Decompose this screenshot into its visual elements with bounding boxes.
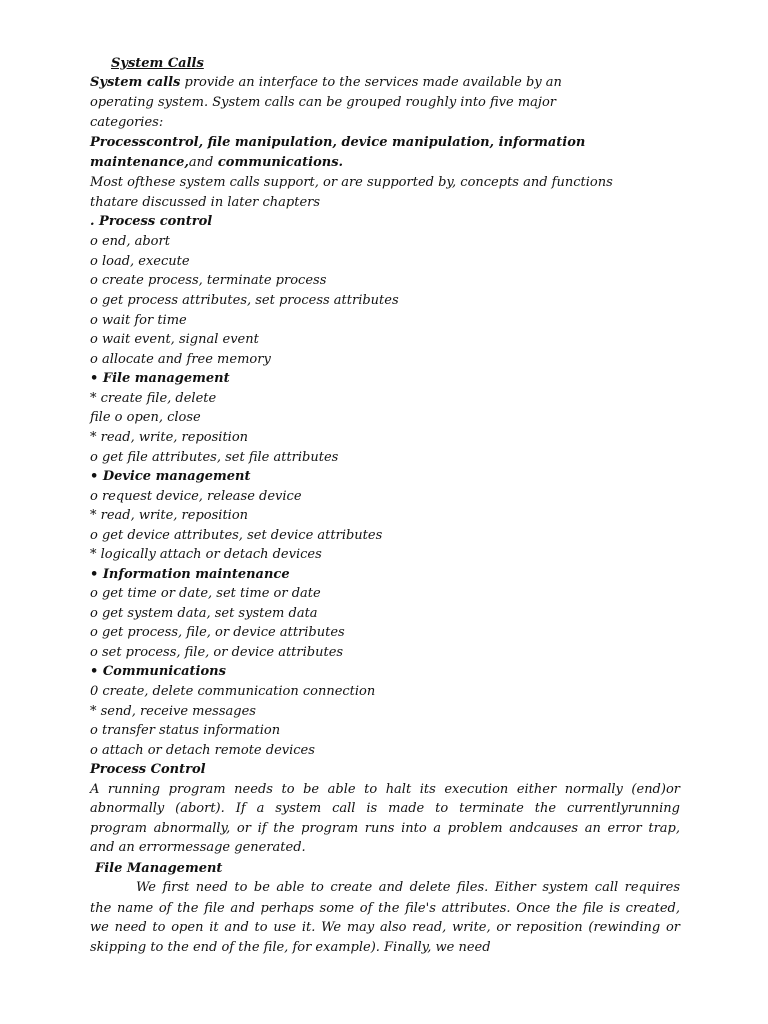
paragraph-line: A running program needs to be able to halt its execution either normally (end)or — [90, 782, 680, 797]
process-control-heading: Process Control — [90, 762, 206, 777]
list-item: o end, abort — [90, 234, 170, 249]
paragraph-line: we need to open it and to use it. We may also read, write, or reposition (rewinding or — [90, 920, 680, 935]
paragraph-line: the name of the file and perhaps some of the file's attributes. Once the file is created, — [90, 901, 680, 916]
list-item: o set process, file, or device attributes — [90, 645, 344, 660]
list-item: o request device, release device — [90, 489, 302, 504]
list-item: o wait event, signal event — [90, 332, 259, 347]
list-item: o load, execute — [90, 254, 190, 269]
list-item: o transfer status information — [90, 723, 281, 738]
categories-line-2 — [90, 153, 343, 172]
list-item: o allocate and free memory — [90, 352, 271, 367]
intro-lead-bold: System calls — [90, 75, 181, 90]
section-heading-file-management: • File management — [90, 371, 230, 386]
page-title: System Calls — [111, 56, 204, 71]
list-item: o attach or detach remote devices — [90, 743, 315, 758]
section-heading-device-management: • Device management — [90, 469, 251, 484]
paragraph-line: abnormally (abort). If a system call is made to terminate the currentlyrunning — [90, 801, 680, 816]
intro-line-3: categories: — [90, 115, 164, 130]
list-item: o create process, terminate process — [90, 273, 327, 288]
file-management-heading: File Management — [95, 861, 223, 876]
list-item: o wait for time — [90, 313, 187, 328]
list-item: o get time or date, set time or date — [90, 586, 321, 601]
paragraph-line: program abnormally, or if the program runs into a problem andcauses an error trap, — [90, 821, 680, 836]
intro-line-6: Most ofthese system calls support, or are supported by, concepts and functions — [90, 175, 613, 190]
section-heading-communications: • Communications — [90, 664, 226, 679]
list-item: * read, write, reposition — [90, 430, 249, 445]
paragraph-line: skipping to the end of the file, for example). Finally, we need — [90, 940, 491, 955]
categories-maintenance: maintenance, — [90, 155, 189, 170]
intro-line-7: thatare discussed in later chapters — [90, 195, 321, 210]
section-heading-information-maintenance: • Information maintenance — [90, 567, 290, 582]
list-item: * read, write, reposition — [90, 508, 249, 523]
paragraph-line: and an errormessage generated. — [90, 840, 306, 855]
section-heading-process-control: . Process control — [90, 214, 213, 229]
list-item: o get device attributes, set device attributes — [90, 528, 383, 543]
categories-line-1: Processcontrol, file manipulation, device manipulation, information — [90, 135, 586, 150]
intro-line — [90, 73, 562, 92]
list-item: o get file attributes, set file attributes — [90, 450, 339, 465]
list-item: * create file, delete — [90, 391, 217, 406]
list-item: o get process, file, or device attributes — [90, 625, 345, 640]
paragraph-line: We first need to be able to create and delete files. Either system call requires — [136, 880, 680, 895]
list-item: o get system data, set system data — [90, 606, 318, 621]
list-item: 0 create, delete communication connection — [90, 684, 376, 699]
list-item: o get process attributes, set process attributes — [90, 293, 399, 308]
list-item: * send, receive messages — [90, 704, 256, 719]
categories-communications: communications. — [213, 155, 344, 170]
intro-lead-rest: provide an interface to the services made available by an — [180, 75, 562, 90]
intro-line-2: operating system. System calls can be grouped roughly into five major — [90, 95, 556, 110]
categories-and: and — [188, 155, 214, 170]
list-item: * logically attach or detach devices — [90, 547, 322, 562]
list-item: file o open, close — [90, 410, 201, 425]
